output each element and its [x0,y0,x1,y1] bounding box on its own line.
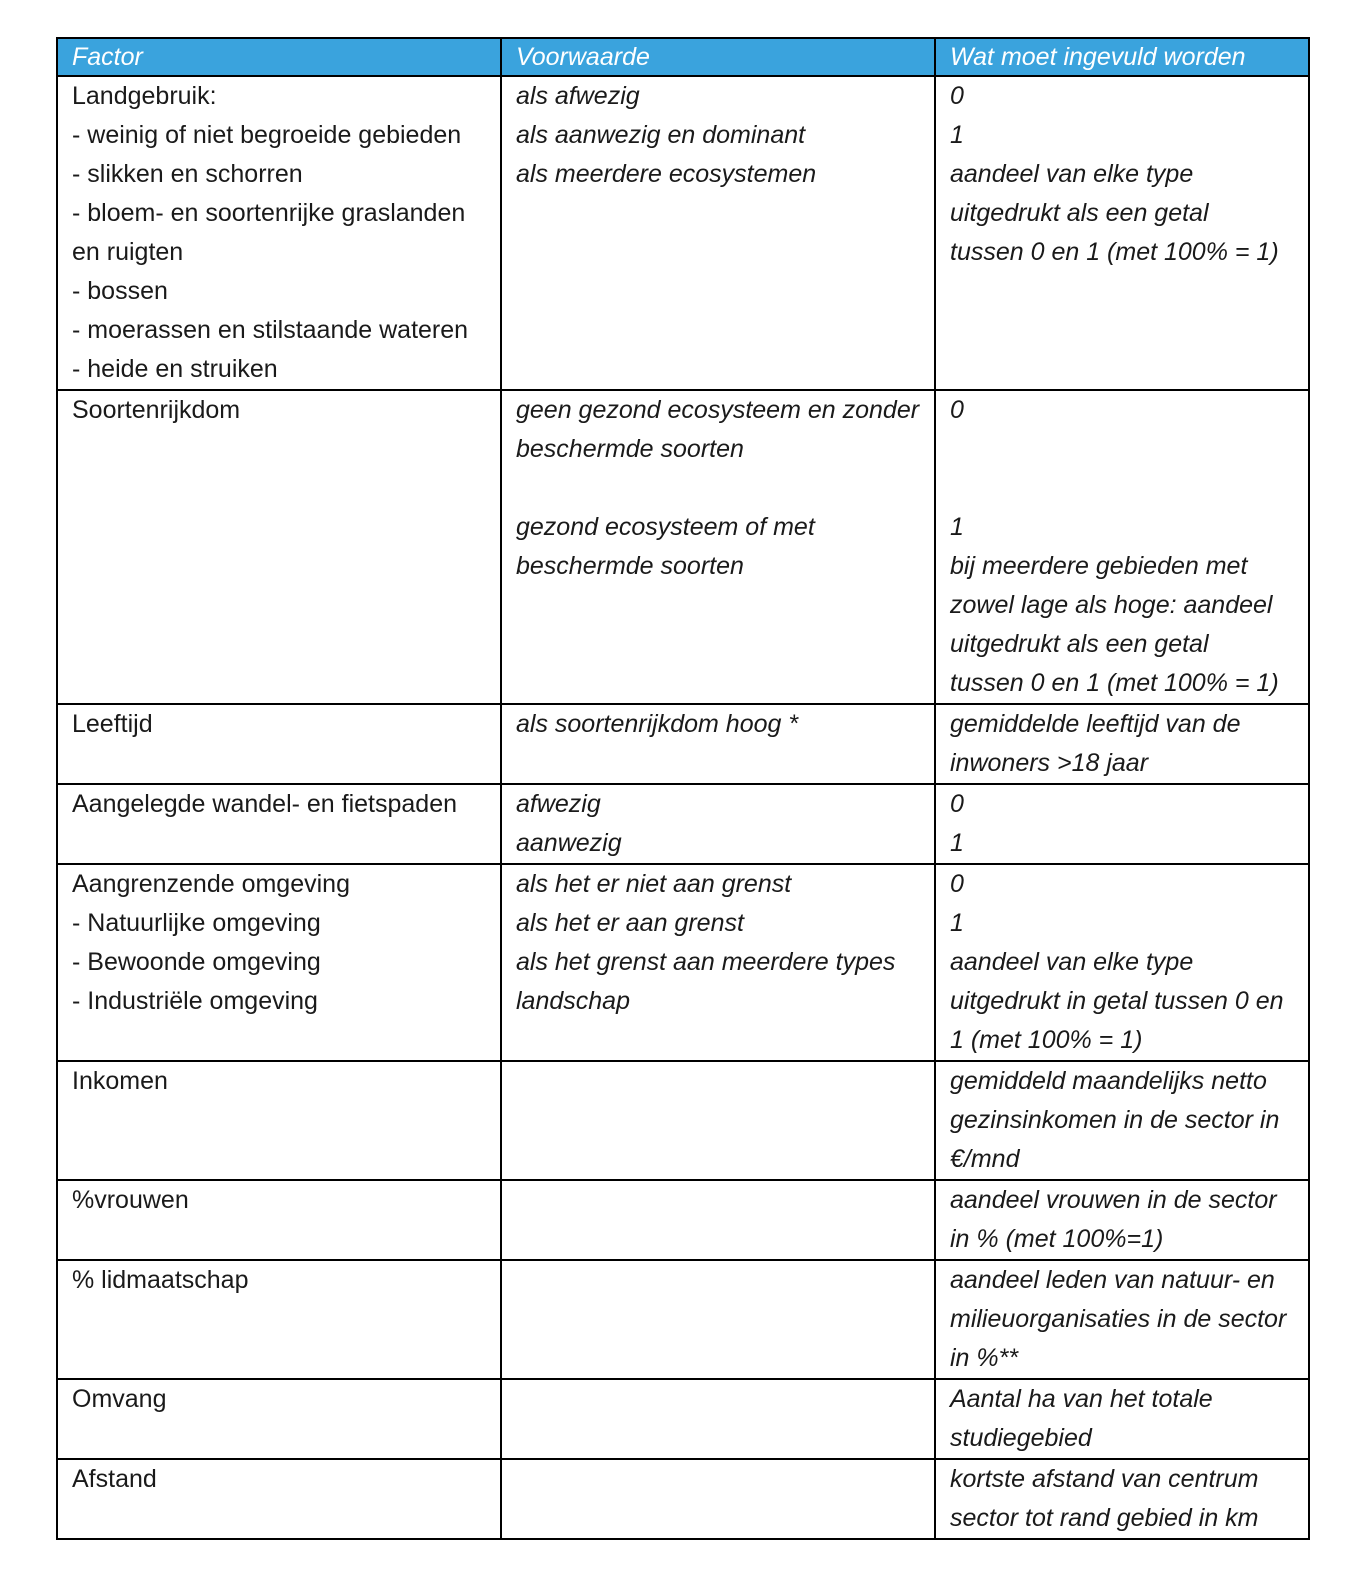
cell-line: gezinsinkomen in de sector in [950,1106,1280,1134]
table-row [57,864,1309,1061]
cell-line: in %** [950,1344,1019,1372]
voorwaarde-cell [501,704,935,784]
cell-line: 1 [950,909,964,937]
cell-line: €/mnd [950,1145,1020,1173]
cell-line: Aangelegde wandel- en fietspaden [72,790,458,818]
cell-line: 1 (met 100% = 1) [950,1026,1143,1054]
voorwaarde-cell [501,864,935,1061]
cell-line: % lidmaatschap [72,1266,249,1294]
voorwaarde-cell [501,76,935,390]
voorwaarde-cell [501,390,935,704]
cell-line: Landgebruik: [72,82,217,110]
cell-line: gemiddeld maandelijks netto [950,1067,1267,1095]
cell-line: kortste afstand van centrum [950,1465,1259,1493]
cell-line: aandeel van elke type [950,948,1194,976]
cell-line: studiegebied [950,1424,1092,1452]
cell-line: 0 [950,82,964,110]
cell-line: als het er aan grenst [516,909,744,937]
cell-line: inwoners >18 jaar [950,749,1149,777]
cell-line: - bloem- en soortenrijke graslanden [72,199,466,227]
cell-line: Aangrenzende omgeving [72,870,350,898]
invullen-cell [935,704,1309,784]
invullen-cell [935,784,1309,864]
cell-line: - slikken en schorren [72,160,303,188]
table-row [57,1379,1309,1459]
cell-line: tussen 0 en 1 (met 100% = 1) [950,669,1279,697]
factor-cell [57,1379,501,1459]
cell-line: - bossen [72,277,168,305]
table-row [57,784,1309,864]
cell-line: beschermde soorten [516,552,744,580]
cell-line: aandeel leden van natuur- en [950,1266,1275,1294]
table-body [57,76,1309,1539]
voorwaarde-cell [501,1459,935,1539]
voorwaarde-cell [501,784,935,864]
table-row [57,390,1309,704]
factor-cell [57,390,501,704]
header-voorwaarde: Voorwaarde [501,38,935,76]
factor-cell [57,1459,501,1539]
factor-cell [57,864,501,1061]
cell-line: landschap [516,987,630,1015]
cell-line: als meerdere ecosystemen [516,160,817,188]
table-row [57,1061,1309,1180]
cell-line [950,469,1298,508]
cell-line: als het er niet aan grenst [516,870,792,898]
cell-line: Inkomen [72,1067,168,1095]
cell-line: Aantal ha van het totale [950,1385,1213,1413]
factor-cell [57,76,501,390]
factor-table [56,37,1310,1540]
cell-line: %vrouwen [72,1186,189,1214]
factor-cell [57,784,501,864]
cell-line: tussen 0 en 1 (met 100% = 1) [950,238,1279,266]
cell-line: gezond ecosysteem of met [516,513,815,541]
header-wat-moet-ingevuld: Wat moet ingevuld worden [935,38,1309,76]
cell-line: aandeel vrouwen in de sector [950,1186,1277,1214]
factor-cell [57,704,501,784]
cell-line: Omvang [72,1385,167,1413]
cell-line: 1 [950,829,964,857]
voorwaarde-cell [501,1061,935,1180]
table-row [57,1180,1309,1260]
invullen-cell [935,390,1309,704]
cell-line: - Natuurlijke omgeving [72,909,321,937]
cell-line: uitgedrukt in getal tussen 0 en [950,987,1284,1015]
invullen-cell [935,1260,1309,1379]
voorwaarde-cell [501,1260,935,1379]
cell-line: bij meerdere gebieden met [950,552,1248,580]
factor-cell [57,1180,501,1260]
cell-line: als het grenst aan meerdere types [516,948,896,976]
cell-line [516,469,924,508]
cell-line: afwezig [516,790,601,818]
invullen-cell [935,1180,1309,1260]
table-row [57,1459,1309,1539]
factor-cell [57,1260,501,1379]
cell-line: - moerassen en stilstaande wateren [72,316,469,344]
cell-line: Afstand [72,1465,157,1493]
cell-line: uitgedrukt als een getal [950,199,1209,227]
cell-line: geen gezond ecosysteem en zonder [516,396,920,424]
invullen-cell [935,76,1309,390]
header-factor: Factor [57,38,501,76]
cell-line: Leeftijd [72,710,153,738]
invullen-cell [935,1459,1309,1539]
cell-line: als soortenrijkdom hoog * [516,710,799,738]
cell-line: 0 [950,396,964,424]
voorwaarde-cell [501,1180,935,1260]
cell-line: als aanwezig en dominant [516,121,806,149]
cell-line: en ruigten [72,238,184,266]
cell-line: als afwezig [516,82,640,110]
cell-line: gemiddelde leeftijd van de [950,710,1241,738]
cell-line: aandeel van elke type [950,160,1194,188]
cell-line: 1 [950,121,964,149]
cell-line: beschermde soorten [516,435,744,463]
factor-cell [57,1061,501,1180]
cell-line: milieuorganisaties in de sector [950,1305,1287,1333]
cell-line: aanwezig [516,829,622,857]
invullen-cell [935,1061,1309,1180]
cell-line [950,430,1298,469]
cell-line: in % (met 100%=1) [950,1225,1164,1253]
cell-line: 0 [950,870,964,898]
table-row [57,76,1309,390]
cell-line: 1 [950,513,964,541]
table-row [57,704,1309,784]
cell-line: uitgedrukt als een getal [950,630,1209,658]
cell-line: Soortenrijkdom [72,396,241,424]
table-row [57,1260,1309,1379]
voorwaarde-cell [501,1379,935,1459]
invullen-cell [935,1379,1309,1459]
cell-line: - weinig of niet begroeide gebieden [72,121,462,149]
cell-line: - Industriële omgeving [72,987,318,1015]
cell-line: sector tot rand gebied in km [950,1504,1259,1532]
header-row [57,38,1309,76]
cell-line: 0 [950,790,964,818]
invullen-cell [935,864,1309,1061]
cell-line: - Bewoonde omgeving [72,948,321,976]
cell-line: zowel lage als hoge: aandeel [950,591,1273,619]
cell-line: - heide en struiken [72,355,278,383]
